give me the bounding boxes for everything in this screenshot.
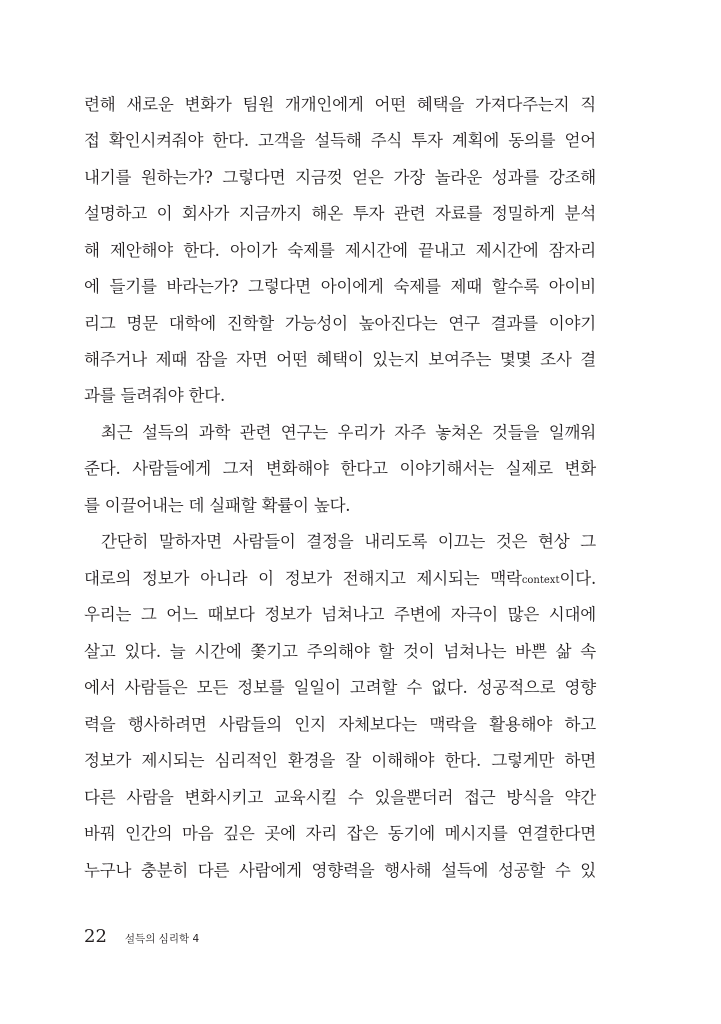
text-line: 과를 들려줘야 한다. bbox=[84, 386, 226, 405]
text-line: 리그 명문 대학에 진학할 가능성이 높아진다는 연구 결과를 이야기 bbox=[84, 314, 596, 333]
text-line: 바꿔 인간의 마음 깊은 곳에 자리 잡은 동기에 메시지를 연결한다면 bbox=[84, 824, 596, 843]
context-annotation: context bbox=[521, 575, 560, 586]
text-line: 누구나 충분히 다른 사람에게 영향력을 행사해 설득에 성공할 수 있 bbox=[84, 861, 596, 880]
text-line: 내기를 원하는가? 그렇다면 지금껏 얻은 가장 놀라운 성과를 강조해 bbox=[84, 168, 596, 187]
text-line: 해주거나 제때 잠을 자면 어떤 혜택이 있는지 보여주는 몇몇 조사 결 bbox=[84, 350, 596, 369]
text-line: 에 들기를 바라는가? 그렇다면 아이에게 숙제를 제때 할수록 아이비 bbox=[84, 277, 596, 296]
text-segment: 이다. bbox=[559, 569, 596, 588]
text-line: 살고 있다. 늘 시간에 쫓기고 주의해야 할 것이 넘쳐나는 바쁜 삶 속 bbox=[84, 642, 596, 661]
text-line: 정보가 제시되는 심리적인 환경을 잘 이해해야 한다. 그렇게만 하면 bbox=[84, 751, 596, 770]
text-line: 련해 새로운 변화가 팀원 개개인에게 어떤 혜택을 가져다주는지 직 bbox=[84, 95, 596, 114]
text-segment: 대로의 정보가 아니라 이 정보가 전해지고 제시되는 맥락 bbox=[84, 569, 522, 588]
text-line: 우리는 그 어느 때보다 정보가 넘쳐나고 주변에 자극이 많은 시대에 bbox=[84, 605, 596, 624]
text-line: 를 이끌어내는 데 실패할 확률이 높다. bbox=[84, 496, 351, 515]
text-line: 다른 사람을 변화시키고 교육시킬 수 있을뿐더러 접근 방식을 약간 bbox=[84, 788, 596, 807]
text-line-with-annotation bbox=[84, 562, 596, 596]
text-line: 력을 행사하려면 사람들의 인지 자체보다는 맥락을 활용해야 하고 bbox=[84, 715, 596, 734]
text-line: 준다. 사람들에게 그저 변화해야 한다고 이야기해서는 실제로 변화 bbox=[84, 459, 596, 478]
running-title: 설득의 심리학 4 bbox=[124, 933, 200, 945]
text-line: 해 제안해야 한다. 아이가 숙제를 제시간에 끝내고 제시간에 잠자리 bbox=[84, 241, 596, 260]
paragraph-first-line: 간단히 말하자면 사람들이 결정을 내리도록 이끄는 것은 현상 그 bbox=[101, 532, 596, 551]
paragraph-first-line: 최근 설득의 과학 관련 연구는 우리가 자주 놓쳐온 것들을 일깨워 bbox=[101, 423, 596, 442]
text-line: 접 확인시켜줘야 한다. 고객을 설득해 주식 투자 계획에 동의를 얻어 bbox=[84, 131, 596, 150]
page-number: 22 bbox=[84, 926, 107, 947]
text-line: 에서 사람들은 모든 정보를 일일이 고려할 수 없다. 성공적으로 영향 bbox=[84, 678, 596, 697]
text-line: 설명하고 이 회사가 지금까지 해온 투자 관련 자료를 정밀하게 분석 bbox=[84, 204, 596, 223]
page-footer bbox=[84, 926, 199, 950]
